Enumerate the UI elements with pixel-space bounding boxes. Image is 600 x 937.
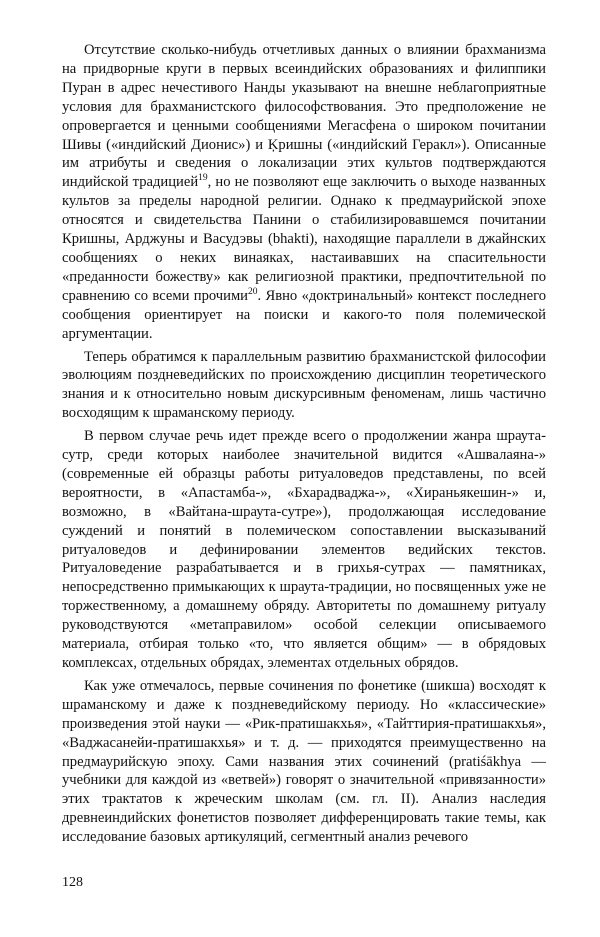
paragraph-parallel-evolutions: Теперь обратимся к параллельным развитию брахманистской философии эволюциям поздневедийских по происхождению дисциплин теоретического знания и к относительно новым дискурсивным феноменам, лишь частично восходящим к шраманскому периоду. — [62, 348, 546, 422]
page-number: 128 — [62, 875, 83, 890]
paragraph-brahmanism — [62, 41, 546, 344]
paragraph-1-text-a: Отсутствие сколько-нибудь отчетливых данных о влиянии брахманизма на придворные круги в первых всеиндийских образованиях и филиппики Пуран в адрес нечестивого Нанды указывают на внешне неблагоприятные условия для брахманистского философствования. Это предположение не опровергается и ценными сообщениями Мегасфена о широком почитании Шивы («индийский Дионис») и Ķришны («индийский Геракл»). Описанные им атрибуты и сведения о локализации этих культов подтверждаются индийской традицией — [62, 42, 546, 191]
paragraph-1-text-c: . Явно «доктринальный» контекст последнего сообщения ориентирует на поиски и какого-то поля полемической аргументации. — [62, 287, 546, 342]
paragraph-1-text-b: , но не позволяют еще заключить о выходе названных культов за пределы народной религии. Однако к предмаурийской эпохе относятся и свидетельства Панини о стабилизировавшемся почитании Кришны, Арджуны и Васудэвы (bhakti), находящие параллели в джайнских сообщениях о неких винаяках, настаивавших на спасительности «преданности божеству» как религиозной практики, предпочтительной по сравнению со всеми прочими — [62, 174, 546, 304]
page-body — [62, 41, 546, 847]
footnote-ref-19[interactable]: 19 — [198, 173, 208, 184]
paragraph-phonetics: Как уже отмечалось, первые сочинения по фонетике (шикша) восходят к шраманскому и даже к поздневедийскому периоду. Но «классические» произведения этой науки — «Рик-пратишакхья», «Тайттирия-пратишакхья», «Ваджасанейи-пратишакхья» и т. д. — приходятся преимущественно на предмаурийскую эпоху. Сами названия этих сочинений (pratiśākhya — учебники для каждой из «ветвей») говорят о значительной «привязанности» этих трактатов к жреческим школам (см. гл. II). Анализ наследия древнеиндийских фонетистов позволяет дифференцировать такие темы, как исследование базовых артикуляций, сегментный анализ речевого — [62, 677, 546, 846]
paragraph-shrauta-sutras: В первом случае речь идет прежде всего о продолжении жанра шраута-сутр, среди которых наиболее значительной видится «Ашвалаяна-» (современные ей образцы работы ритуаловедов представлены, по всей вероятности, в «Апастамба-», «Бхарадваджа-», «Хираньякешин-» и, возможно, в «Вайтана-шраута-сутре»), продолжающая исследование суждений и понятий в полемическом сопоставлении высказываний ритуаловедов и дефинировании элементов ведийских текстов. Ритуаловедение разрабатывается и в грихья-сутрах — памятниках, непосредственно примыкающих к шраута-традиции, но посвященных уже не торжественному, а домашнему обряду. Авторитеты по домашнему ритуалу руководствуются «метаправилом» особой селекции описываемого материала, отбирая только «то, что является общим» — в обрядовых комплексах, отдельных обрядах, элементах отдельных обрядов. — [62, 428, 546, 671]
footnote-ref-20[interactable]: 20 — [248, 286, 258, 297]
